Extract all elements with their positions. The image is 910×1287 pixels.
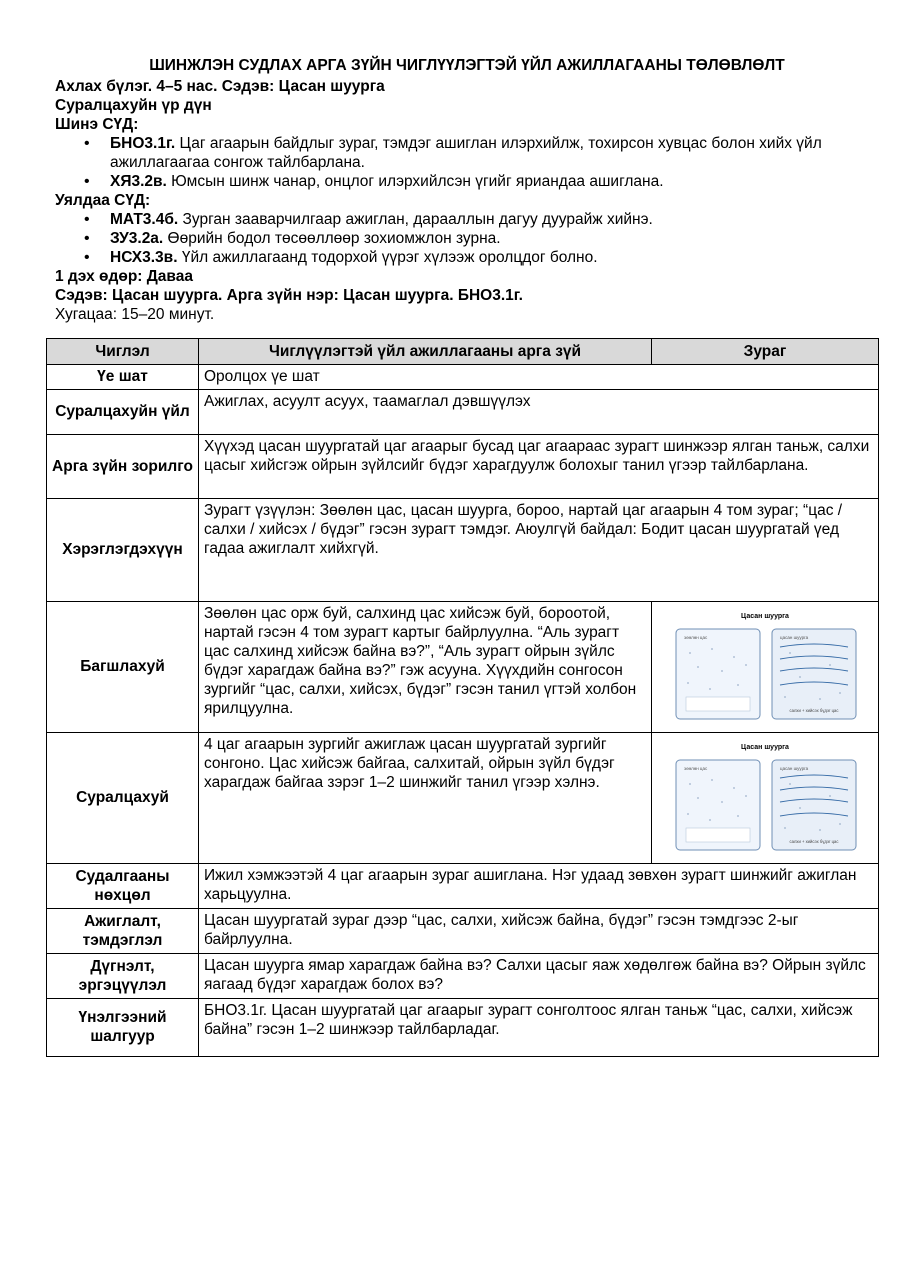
snowflake — [745, 664, 747, 666]
row-label: Үнэлгээний шалгуур — [47, 999, 199, 1057]
snowflake — [784, 696, 786, 698]
table-row — [47, 365, 879, 390]
row-label: Арга зүйн зорилго — [47, 435, 199, 499]
snowflake — [721, 670, 723, 672]
table-row — [47, 999, 879, 1057]
table-row — [47, 864, 879, 909]
snowflake — [687, 813, 689, 815]
snowflake — [829, 664, 831, 666]
card-label-box — [686, 828, 750, 842]
snowflake — [689, 783, 691, 785]
row-text: БНО3.1г. Цасан шуургатай цаг агаарыг зурагт сонголтоос ялган таньж “цас, салхи, хийсэж байна” гэсэн 1–2 шинжээр тайлбарладаг. — [199, 999, 879, 1057]
header-direction: Чиглэл — [47, 339, 199, 365]
figure-cell — [652, 733, 879, 864]
new-list — [55, 134, 879, 191]
snowstorm-figure — [660, 739, 870, 857]
item-text: Зурган зааварчилгаар ажиглан, дарааллын дагуу дуурайж хийнэ. — [178, 211, 653, 228]
row-label: Дүгнэлт, эргэцүүлэл — [47, 954, 199, 999]
snowflake — [839, 823, 841, 825]
item-code: НСХ3.3в. — [110, 249, 178, 266]
snowflake — [839, 692, 841, 694]
snowflake — [733, 656, 735, 658]
card-caption-right: цасан шуурга — [780, 766, 809, 771]
row-text: Цасан шуургатай зураг дээр “цас, салхи, хийсэж байна, бүдэг” гэсэн тэмдгээс 2-ыг байрлуулна. — [199, 909, 879, 954]
card-caption-left: зөөлөн цас — [684, 766, 708, 771]
header-image: Зураг — [652, 339, 879, 365]
item-code: БНО3.1г. — [110, 135, 176, 152]
item-code: ХЯ3.2в. — [110, 173, 167, 190]
new-heading: Шинэ СҮД: — [55, 116, 139, 133]
list-item — [110, 210, 879, 229]
table-row — [47, 954, 879, 999]
snowflake — [733, 787, 735, 789]
snowflake — [689, 652, 691, 654]
topic-line: Сэдэв: Цасан шуурга. Арга зүйн нэр: Цасан шуурга. БНО3.1г. — [55, 287, 523, 304]
item-text: Үйл ажиллагаанд тодорхой үүрэг хүлээж оролцдог болно. — [177, 249, 598, 266]
item-text: Цаг агаарын байдлыг зураг, тэмдэг ашиглан илэрхийлж, тохирсон хувцас болон хийх үйл ажиллагаагаа сонгож тайлбарлана. — [110, 135, 822, 171]
list-item — [110, 172, 879, 191]
row-label: Ажиглалт, тэмдэглэл — [47, 909, 199, 954]
row-text: Зурагт үзүүлэн: Зөөлөн цас, цасан шуурга, бороо, нартай цаг агаарын 4 том зураг; “цас / салхи / хийсэх / бүдэг” гэсэн зурагт тэмдэг. Аюулгүй байдал: Бодит цасан шуургатай үед гадаа ажиглалт хийхгүй. — [199, 499, 879, 602]
card-label-box — [686, 697, 750, 711]
document-title: ШИНЖЛЭН СУДЛАХ АРГА ЗҮЙН ЧИГЛҮҮЛЭГТЭЙ ҮЙЛ АЖИЛЛАГААНЫ ТӨЛӨВЛӨЛТ — [149, 57, 785, 74]
table-row — [47, 435, 879, 499]
list-item — [110, 248, 879, 267]
table-row — [47, 390, 879, 435]
card-snowstorm — [772, 629, 856, 719]
row-label: Үе шат — [47, 365, 199, 390]
duration-line: Хугацаа: 15–20 минут. — [55, 306, 215, 323]
snowflake — [829, 795, 831, 797]
snowflake — [711, 779, 713, 781]
figure-title: Цасан шуурга — [741, 613, 789, 620]
snowflake — [697, 666, 699, 668]
linked-heading: Уялдаа СҮД: — [55, 192, 151, 209]
snowflake — [709, 688, 711, 690]
snowflake — [709, 819, 711, 821]
row-label: Багшлахуй — [47, 602, 199, 733]
table-row — [47, 733, 879, 864]
card-caption-left: зөөлөн цас — [684, 635, 708, 640]
table-row — [47, 909, 879, 954]
card-caption-bottom: салхи + хийсэх бүдэг цас — [789, 839, 839, 844]
snowflake — [799, 676, 801, 678]
snowflake — [784, 827, 786, 829]
row-text: Ажиглах, асуулт асуух, таамаглал дэвшүүлэх — [199, 390, 879, 435]
snowflake — [711, 648, 713, 650]
row-text: 4 цаг агаарын зургийг ажиглаж цасан шуургатай зургийг сонгоно. Цас хийсэж байгаа, салхитай, ойрын зүйл бүдэг харагдаж байгаа зэрэг 1–2 шинжийг танил үгээр хэлнэ. — [199, 733, 652, 864]
card-caption-bottom: салхи + хийсэх бүдэг цас — [789, 708, 839, 713]
snowflake — [745, 795, 747, 797]
row-text: Зөөлөн цас орж буй, салхинд цас хийсэж буй, бороотой, нартай гэсэн 4 том зурагт картыг байрлуулна. “Аль зурагт цас салхинд хийсэж байна вэ?”, “Аль зурагт ойрын зүйлс бүдэг харагдаж байна вэ?” гэж асууна. Хүүхдийн сонгосон зургийг “цас, салхи, хийсэх, бүдэг” гэсэн танил үгтэй холбон ярилцуулна. — [199, 602, 652, 733]
document-page — [55, 56, 879, 324]
item-code: ЗУ3.2а. — [110, 230, 164, 247]
list-item — [110, 229, 879, 248]
snowflake — [687, 682, 689, 684]
header-method: Чиглүүлэгтэй үйл ажиллагааны арга зүй — [199, 339, 652, 365]
snowflake — [737, 815, 739, 817]
group-line: Ахлах бүлэг. 4–5 нас. Сэдэв: Цасан шуурга — [55, 78, 385, 95]
item-code: МАТ3.4б. — [110, 211, 179, 228]
snowflake — [737, 684, 739, 686]
figure-title: Цасан шуурга — [741, 744, 789, 751]
table-header-row — [47, 339, 879, 365]
row-label: Хэрэглэгдэхүүн — [47, 499, 199, 602]
snowflake — [819, 698, 821, 700]
plan-table — [46, 338, 879, 1057]
row-text: Хүүхэд цасан шуургатай цаг агаарыг бусад цаг агаараас зурагт шинжээр ялган таньж, салхи цасыг хийсгэж ойрын зүйлсийг бүдэг харагдуулж болохыг танил үгээр тайлбарлана. — [199, 435, 879, 499]
snowflake — [721, 801, 723, 803]
snowstorm-figure — [660, 608, 870, 726]
card-snowstorm — [772, 760, 856, 850]
item-text: Өөрийн бодол төсөөллөөр зохиомжлон зурна. — [163, 230, 501, 247]
card-caption-right: цасан шуурга — [780, 635, 809, 640]
table-row — [47, 602, 879, 733]
table-row — [47, 499, 879, 602]
list-item — [110, 134, 879, 172]
row-text: Цасан шуурга ямар харагдаж байна вэ? Салхи цасыг яаж хөдөлгөж байна вэ? Ойрын зүйлс яагаад бүдэг харагдаж болох вэ? — [199, 954, 879, 999]
item-text: Юмсын шинж чанар, онцлог илэрхийлсэн үгийг яриандаа ашиглана. — [166, 173, 664, 190]
outcome-heading: Суралцахуйн үр дүн — [55, 97, 212, 114]
snowflake — [789, 652, 791, 654]
row-label: Суралцахуй — [47, 733, 199, 864]
linked-list — [55, 210, 879, 267]
day-line: 1 дэх өдөр: Даваа — [55, 268, 193, 285]
row-text: Ижил хэмжээтэй 4 цаг агаарын зураг ашиглана. Нэг удаад зөвхөн зурагт шинжийг ажиглан харьцуулна. — [199, 864, 879, 909]
snowflake — [789, 783, 791, 785]
row-label: Судалгааны нөхцөл — [47, 864, 199, 909]
snowflake — [799, 807, 801, 809]
row-label: Суралцахуйн үйл — [47, 390, 199, 435]
snowflake — [697, 797, 699, 799]
row-text: Оролцох үе шат — [199, 365, 879, 390]
figure-cell — [652, 602, 879, 733]
snowflake — [819, 829, 821, 831]
